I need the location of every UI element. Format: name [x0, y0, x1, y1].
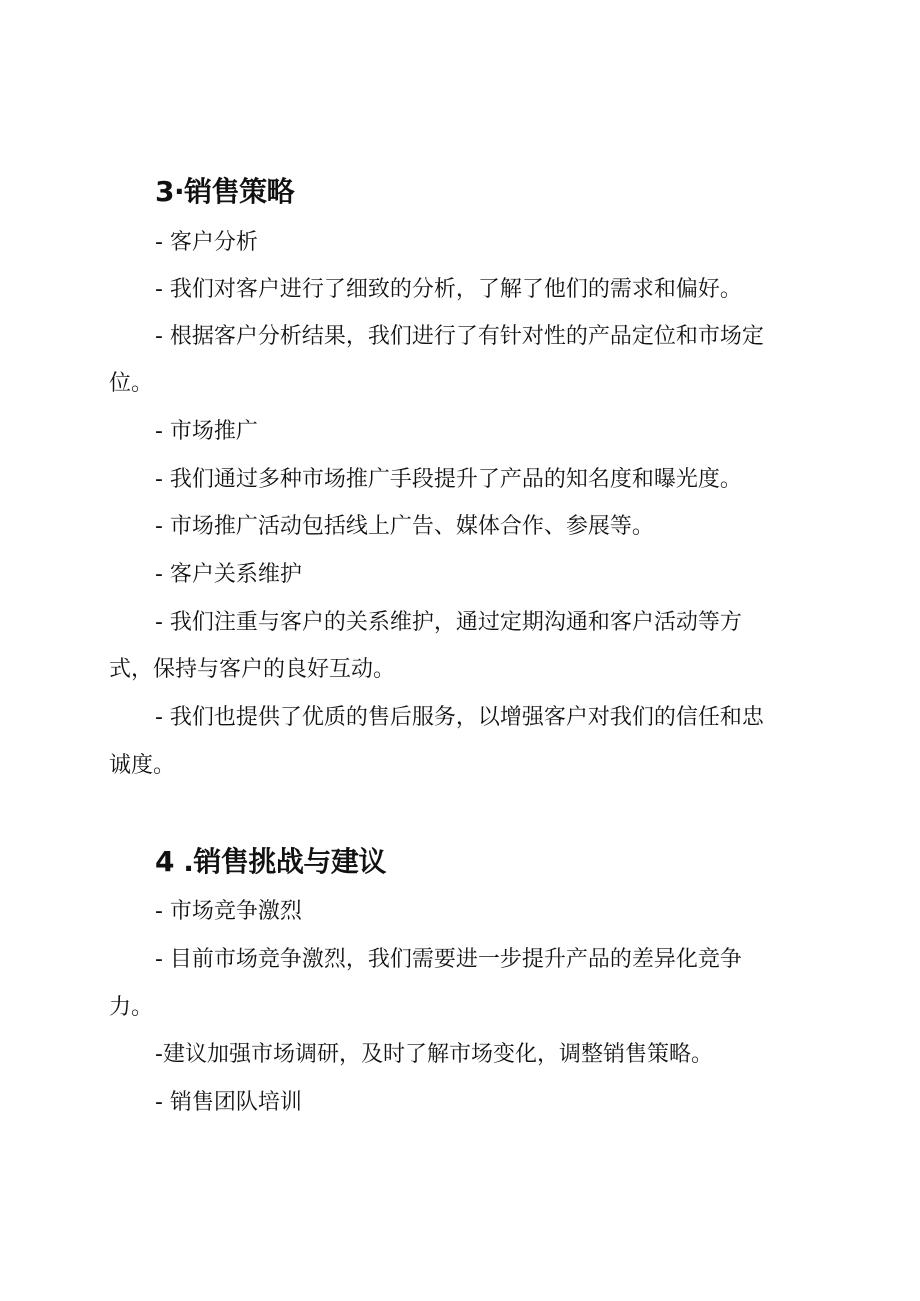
- section-line: - 销售团队培训: [155, 1090, 302, 1115]
- section-line: - 市场推广: [155, 419, 258, 444]
- section-line: - 客户分析: [155, 230, 258, 255]
- section-line-continuation: 位。: [109, 371, 154, 396]
- section-heading-sales-challenges: 4 .销售挑战与建议: [155, 845, 386, 878]
- section-line: - 目前市场竞争激烈，我们需要进一步提升产品的差异化竞争: [155, 947, 742, 972]
- section-line: - 根据客户分析结果，我们进行了有针对性的产品定位和市场定: [155, 324, 764, 349]
- section-line: - 我们注重与客户的关系维护，通过定期沟通和客户活动等方: [155, 610, 742, 635]
- section-heading-sales-strategy: 3·销售策略: [155, 175, 295, 208]
- section-line: -建议加强市场调研，及时了解市场变化，调整销售策略。: [155, 1042, 713, 1067]
- section-line-continuation: 诚度。: [109, 753, 176, 778]
- section-line-continuation: 式，保持与客户的良好互动。: [109, 657, 396, 682]
- section-line: - 市场推广活动包括线上广告、媒体合作、参展等。: [155, 514, 654, 539]
- section-line: - 我们对客户进行了细致的分析，了解了他们的需求和偏好。: [155, 277, 742, 302]
- section-line: - 我们通过多种市场推广手段提升了产品的知名度和曝光度。: [155, 467, 742, 492]
- section-line: - 客户关系维护: [155, 562, 302, 587]
- section-line: - 我们也提供了优质的售后服务，以增强客户对我们的信任和忠: [155, 705, 764, 730]
- section-line: - 市场竞争激烈: [155, 899, 302, 924]
- section-line-continuation: 力。: [109, 995, 154, 1020]
